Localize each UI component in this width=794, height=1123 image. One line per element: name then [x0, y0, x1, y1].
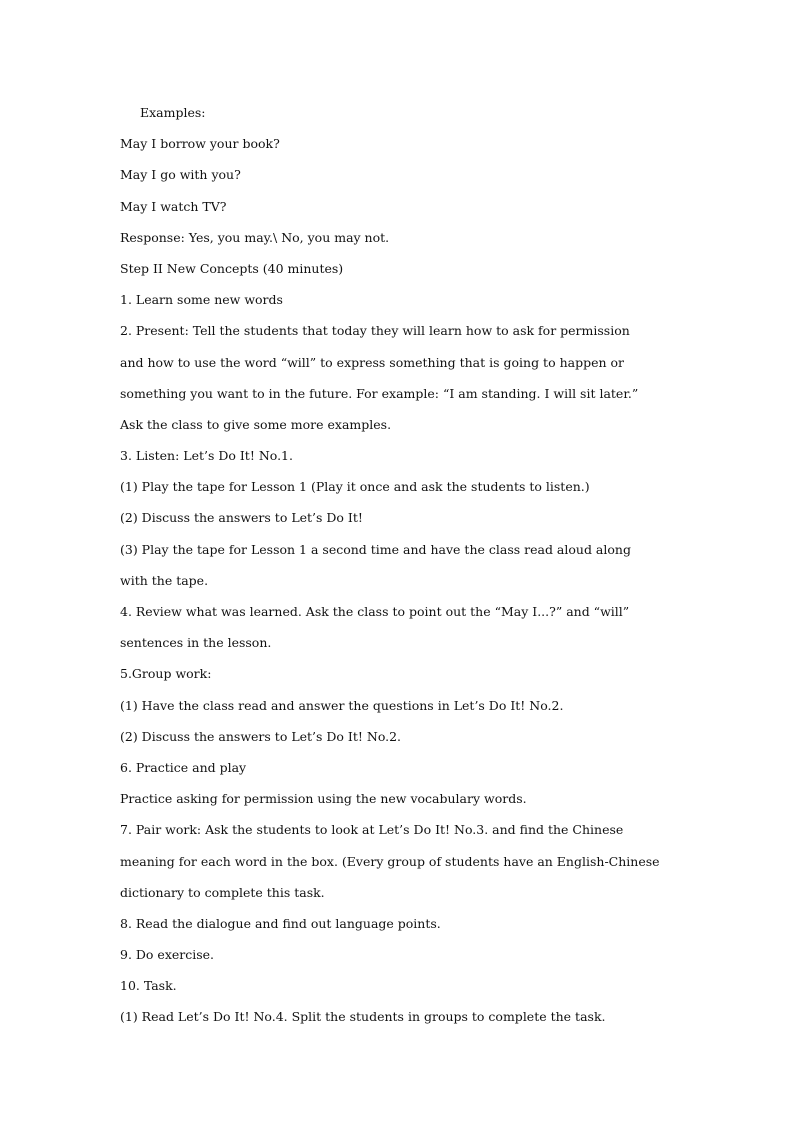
text-line: 8. Read the dialogue and find out language points. — [120, 915, 441, 931]
text-line: (3) Play the tape for Lesson 1 a second time and have the class read aloud along — [120, 541, 631, 557]
text-line: Ask the class to give some more examples. — [120, 416, 392, 432]
text-line: meaning for each word in the box. (Every group of students have an English-Chinese — [120, 853, 660, 869]
text-line: May I watch TV? — [120, 198, 227, 214]
text-line: Examples: — [140, 105, 206, 120]
text-line: May I go with you? — [120, 167, 241, 183]
text-line: 6. Practice and play — [120, 759, 247, 775]
text-line: (2) Discuss the answers to Let’s Do It! — [120, 510, 363, 526]
section-heading: Step II New Concepts (40 minutes) — [120, 260, 344, 276]
text-line: Response: Yes, you may.\ No, you may not. — [120, 229, 390, 245]
text-line: Practice asking for permission using the new vocabulary words. — [120, 791, 527, 807]
text-line: 4. Review what was learned. Ask the class to point out the “May I...?” and “will” — [120, 604, 630, 619]
text-line: dictionary to complete this task. — [120, 884, 325, 900]
text-line: (1) Play the tape for Lesson 1 (Play it once and ask the students to listen.) — [120, 479, 590, 495]
text-line: 2. Present: Tell the students that today they will learn how to ask for permission — [120, 323, 630, 339]
text-line: something you want to in the future. For example: “I am standing. I will sit later.” — [120, 385, 639, 401]
text-line: 5.Group work: — [120, 666, 212, 682]
text-line: with the tape. — [120, 572, 209, 588]
text-line: 3. Listen: Let’s Do It! No.1. — [120, 448, 293, 464]
text-line: sentences in the lesson. — [120, 635, 272, 651]
text-line: (1) Have the class read and answer the questions in Let’s Do It! No.2. — [120, 697, 564, 713]
text-line: 9. Do exercise. — [120, 947, 215, 963]
text-line: May I borrow your book? — [120, 136, 280, 152]
text-line: 10. Task. — [120, 978, 177, 994]
text-line: (1) Read Let’s Do It! No.4. Split the students in groups to complete the task. — [120, 1009, 606, 1025]
text-line: and how to use the word “will” to express something that is going to happen or — [120, 354, 624, 370]
document-body — [120, 97, 680, 1033]
text-line: (2) Discuss the answers to Let’s Do It! No.2. — [120, 728, 402, 744]
text-line: 1. Learn some new words — [120, 292, 283, 308]
text-line: 7. Pair work: Ask the students to look at Let’s Do It! No.3. and find the Chinese — [120, 822, 624, 838]
